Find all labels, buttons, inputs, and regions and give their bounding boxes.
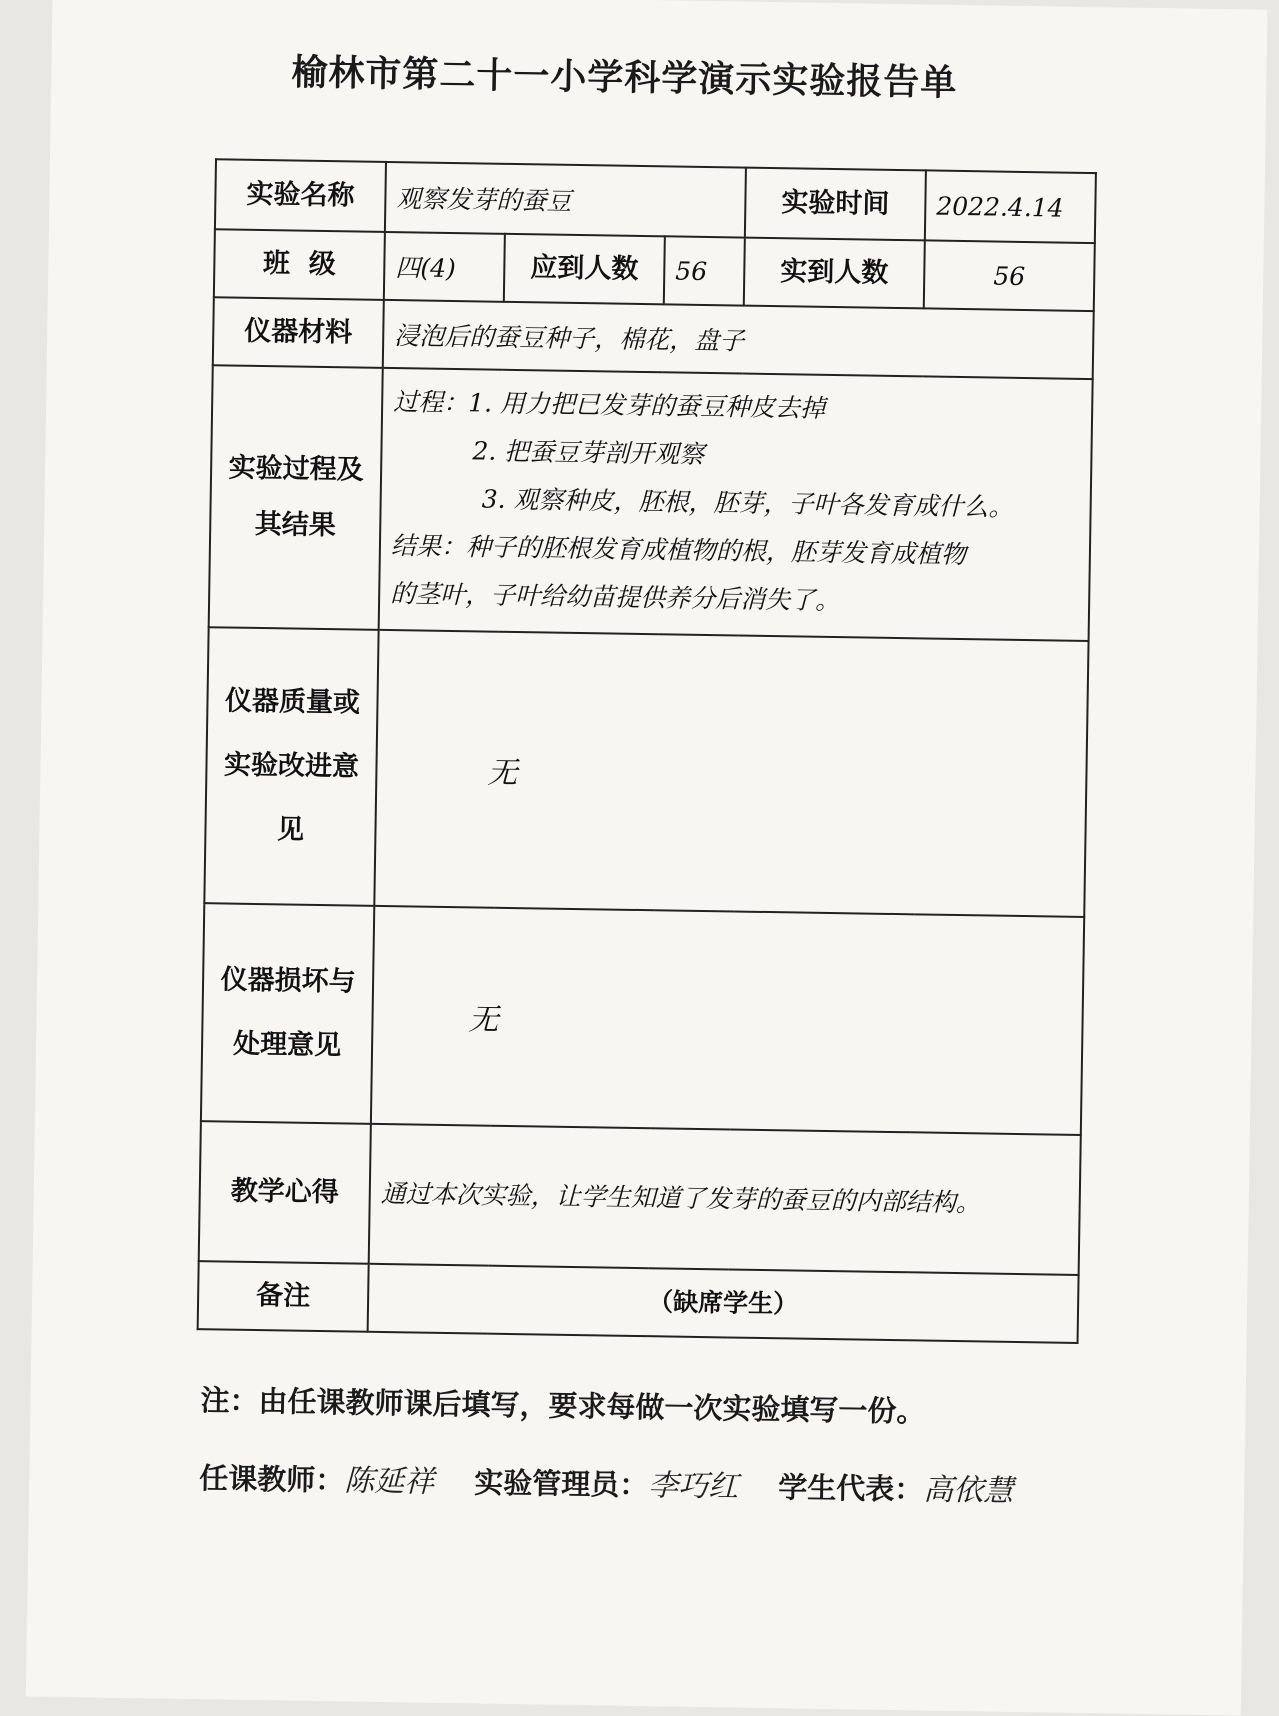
student-label: 学生代表： [777, 1470, 924, 1507]
label-remarks: 备注 [198, 1261, 369, 1332]
signature-row [199, 1453, 1100, 1511]
label-name: 实验名称 [215, 159, 386, 232]
process-line: 过程：1. 用力把已发芽的蚕豆种皮去掉 [393, 387, 826, 423]
process-line: 3. 观察种皮，胚根，胚芽，子叶各发育成什么。 [481, 484, 1014, 522]
label-actual: 实到人数 [744, 238, 925, 309]
value-damage: 无 [371, 906, 1084, 1135]
signature-manager [474, 1457, 739, 1505]
process-line: 2. 把蚕豆芽剖开观察 [472, 436, 705, 469]
label-class: 班 级 [214, 229, 385, 300]
value-actual: 56 [924, 240, 1095, 311]
process-line: 结果：种子的胚根发育成植物的根，胚芽发育成植物 [390, 531, 967, 570]
report-sheet [26, 0, 1268, 1716]
manager-signature: 李巧红 [647, 1468, 739, 1505]
report-table [197, 158, 1097, 1344]
label-expected: 应到人数 [504, 234, 665, 305]
value-remarks: （缺席学生） [368, 1264, 1079, 1343]
value-process [379, 368, 1093, 641]
value-expected: 56 [664, 236, 745, 305]
teacher-label: 任课教师： [199, 1461, 345, 1498]
value-name: 观察发芽的蚕豆 [385, 162, 746, 238]
label-time: 实验时间 [745, 168, 926, 241]
process-line: 的茎叶，子叶给幼苗提供养分后消失了。 [389, 579, 841, 616]
label-damage: 仪器损坏与处理意见 [201, 903, 374, 1124]
value-class: 四(4) [384, 232, 505, 302]
student-signature: 高依慧 [922, 1472, 1014, 1509]
teacher-signature: 陈延祥 [344, 1463, 435, 1500]
value-quality: 无 [374, 630, 1088, 917]
manager-label: 实验管理员： [474, 1465, 649, 1503]
value-materials: 浸泡后的蚕豆种子，棉花，盘子 [383, 300, 1094, 379]
label-process: 实验过程及其结果 [209, 365, 383, 630]
signature-teacher [199, 1453, 435, 1501]
page-title: 榆林市第二十一小学科学演示实验报告单 [291, 52, 958, 104]
value-time: 2022.4.14 [925, 170, 1096, 243]
label-quality: 仪器质量或实验改进意见 [204, 627, 378, 906]
signature-student [778, 1462, 1014, 1510]
label-materials: 仪器材料 [213, 297, 384, 368]
footer-note: 注：由任课教师课后填写，要求每做一次实验填写一份。 [200, 1383, 926, 1429]
value-reflection: 通过本次实验，让学生知道了发芽的蚕豆的内部结构。 [369, 1124, 1081, 1275]
label-reflection: 教学心得 [199, 1121, 371, 1264]
